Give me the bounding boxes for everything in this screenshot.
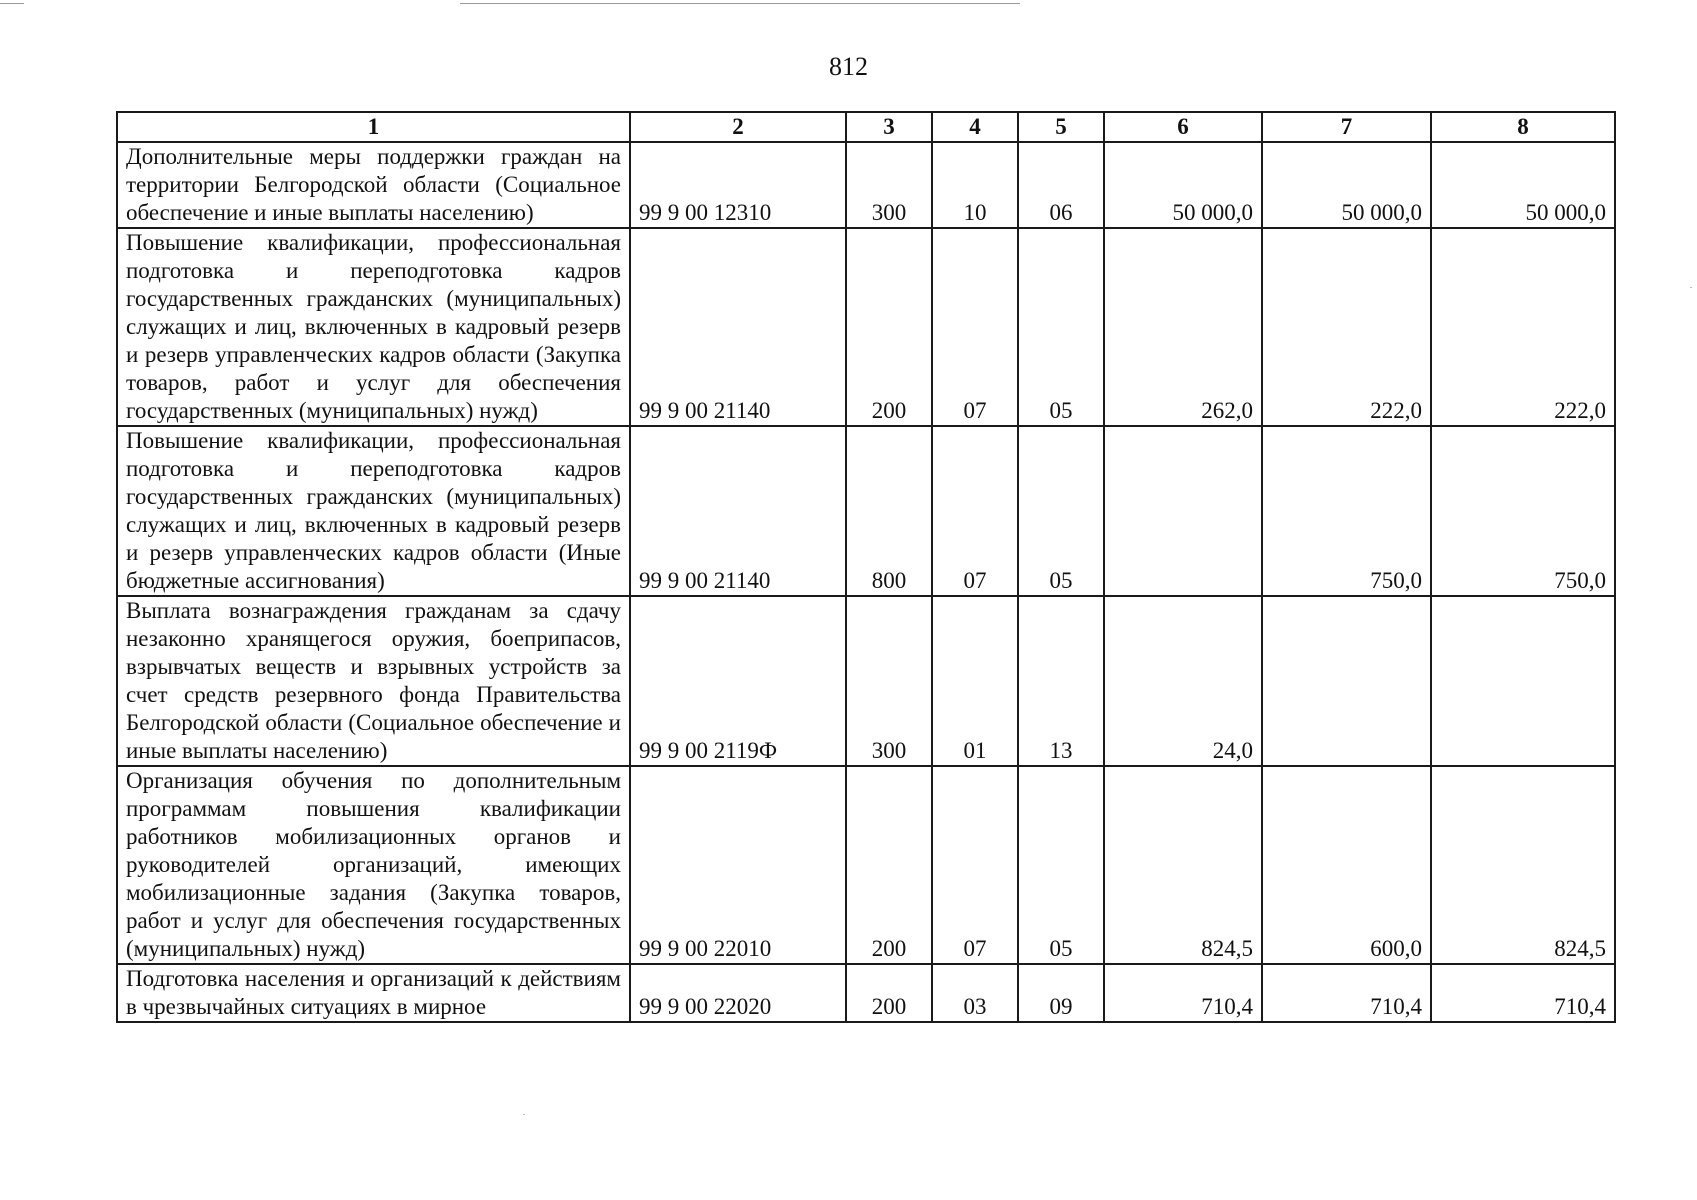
row-value-col6: 24,0 <box>1104 596 1262 766</box>
column-header: 1 <box>117 112 630 142</box>
row-section: 07 <box>932 426 1018 596</box>
row-subsection: 06 <box>1018 142 1104 228</box>
row-subsection: 09 <box>1018 964 1104 1022</box>
row-value-col7: 750,0 <box>1262 426 1431 596</box>
row-subsection: 05 <box>1018 228 1104 426</box>
table-row <box>117 228 1615 426</box>
table-row <box>117 766 1615 964</box>
table-row <box>117 964 1615 1022</box>
row-value-col8: 824,5 <box>1431 766 1615 964</box>
row-subsection: 13 <box>1018 596 1104 766</box>
row-expense-type: 200 <box>846 228 932 426</box>
page-number: 812 <box>829 52 868 81</box>
row-value-col8: 50 000,0 <box>1431 142 1615 228</box>
column-header: 3 <box>846 112 932 142</box>
row-section: 10 <box>932 142 1018 228</box>
scan-artifact-line <box>0 3 24 4</box>
row-description: Подготовка населения и организаций к действиям в чрезвычайных ситуациях в мирное <box>117 964 630 1022</box>
row-expense-type: 200 <box>846 766 932 964</box>
row-code: 99 9 00 22020 <box>630 964 846 1022</box>
row-value-col8 <box>1431 596 1615 766</box>
row-subsection: 05 <box>1018 766 1104 964</box>
row-expense-type: 300 <box>846 142 932 228</box>
row-value-col8: 750,0 <box>1431 426 1615 596</box>
row-section: 03 <box>932 964 1018 1022</box>
table-row <box>117 142 1615 228</box>
row-value-col6: 710,4 <box>1104 964 1262 1022</box>
table-row <box>117 426 1615 596</box>
row-subsection: 05 <box>1018 426 1104 596</box>
row-expense-type: 200 <box>846 964 932 1022</box>
column-header: 2 <box>630 112 846 142</box>
row-description: Дополнительные меры поддержки граждан на территории Белгородской области (Социальное обеспечение и иные выплаты населению) <box>117 142 630 228</box>
row-value-col8: 222,0 <box>1431 228 1615 426</box>
row-value-col8: 710,4 <box>1431 964 1615 1022</box>
row-value-col7: 222,0 <box>1262 228 1431 426</box>
row-value-col6: 262,0 <box>1104 228 1262 426</box>
row-expense-type: 300 <box>846 596 932 766</box>
row-section: 01 <box>932 596 1018 766</box>
row-code: 99 9 00 21140 <box>630 426 846 596</box>
scan-speck <box>523 1114 525 1115</box>
row-description: Повышение квалификации, профессиональная подготовка и переподготовка кадров государственных гражданских (муниципальных) служащих и лиц, включенных в кадровый резерв и резерв управленческих кадров области (Иные бюджетные ассигнования) <box>117 426 630 596</box>
column-header: 5 <box>1018 112 1104 142</box>
row-code: 99 9 00 21140 <box>630 228 846 426</box>
table-row <box>117 596 1615 766</box>
row-code: 99 9 00 12310 <box>630 142 846 228</box>
row-code: 99 9 00 22010 <box>630 766 846 964</box>
column-header: 8 <box>1431 112 1615 142</box>
row-value-col6: 50 000,0 <box>1104 142 1262 228</box>
row-value-col7: 600,0 <box>1262 766 1431 964</box>
scan-artifact-line <box>460 3 1020 4</box>
row-description: Выплата вознаграждения гражданам за сдачу незаконно хранящегося оружия, боеприпасов, взрывчатых веществ и взрывных устройств за счет средств резервного фонда Правительства Белгородской области (Социальное обеспечение и иные выплаты населению) <box>117 596 630 766</box>
row-description: Повышение квалификации, профессиональная подготовка и переподготовка кадров государственных гражданских (муниципальных) служащих и лиц, включенных в кадровый резерв и резерв управленческих кадров области (Закупка товаров, работ и услуг для обеспечения государственных (муниципальных) нужд) <box>117 228 630 426</box>
column-header: 7 <box>1262 112 1431 142</box>
row-value-col6: 824,5 <box>1104 766 1262 964</box>
column-header: 6 <box>1104 112 1262 142</box>
table-header-row <box>117 112 1615 142</box>
row-section: 07 <box>932 766 1018 964</box>
row-value-col7 <box>1262 596 1431 766</box>
column-header: 4 <box>932 112 1018 142</box>
row-expense-type: 800 <box>846 426 932 596</box>
row-value-col6 <box>1104 426 1262 596</box>
scan-speck <box>1690 287 1692 288</box>
row-value-col7: 50 000,0 <box>1262 142 1431 228</box>
row-section: 07 <box>932 228 1018 426</box>
row-description: Организация обучения по дополнительным программам повышения квалификации работников мобилизационных органов и руководителей организаций, имеющих мобилизационные задания (Закупка товаров, работ и услуг для обеспечения государственных (муниципальных) нужд) <box>117 766 630 964</box>
budget-table <box>116 111 1616 1023</box>
row-value-col7: 710,4 <box>1262 964 1431 1022</box>
row-code: 99 9 00 2119Ф <box>630 596 846 766</box>
